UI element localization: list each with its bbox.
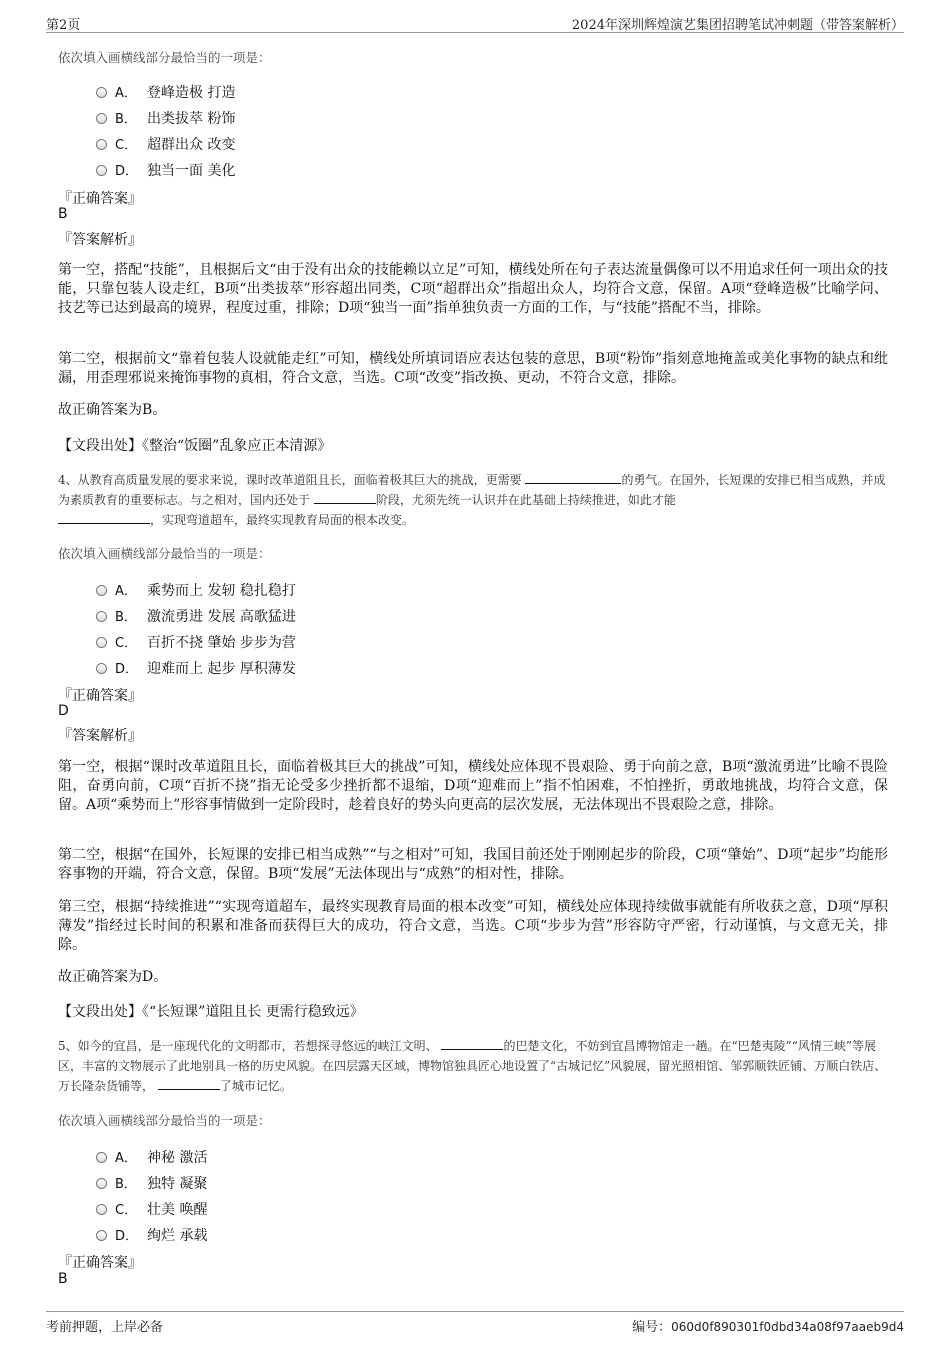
radio-icon[interactable]	[96, 637, 107, 648]
option-b[interactable]: B． 激流勇进 发展 高歌猛进	[96, 606, 296, 626]
correct-answer-label: 『正确答案』	[58, 688, 142, 704]
page-header	[46, 12, 904, 33]
analysis-paragraph: 第三空，根据“持续推进”“实现弯道超车，最终实现教育局面的根本改变”可知，横线处应体现持续做事就能有所收获之意，D项“厚积薄发”指经过长时间的积累和准备而获得巨大的成功，符合文意，当选。C项“步步为营”形容防守严密，行动谨慎，与文意无关，排除。	[58, 899, 888, 953]
footer-slogan: 考前押题，上岸必备	[46, 1320, 164, 1335]
correct-answer-label: 『正确答案』	[58, 1255, 142, 1271]
analysis-conclusion: 故正确答案为B。	[58, 402, 167, 418]
answer-blank	[525, 471, 621, 484]
answer-blank	[314, 491, 376, 504]
radio-icon[interactable]	[96, 1204, 107, 1215]
option-b[interactable]: B． 出类拔萃 粉饰	[96, 108, 235, 128]
document-code: 编号：060d0f890301f0dbd34a08f97aaeb9d4	[632, 1320, 904, 1335]
question-prompt: 依次填入画横线部分最恰当的一项是：	[58, 546, 271, 561]
analysis-conclusion: 故正确答案为D。	[58, 969, 168, 985]
radio-icon[interactable]	[96, 113, 107, 124]
source-line: 【文段出处】《“长短课”道阻且长 更需行稳致远》	[58, 1004, 364, 1020]
question-text: 4、从教育高质量发展的要求来说，课时改革道阻且长，面临着极其巨大的挑战，更需要 的勇气。在国外，长短课的安排已相当成熟，并成为素质教育的重要标志。与之相对，国内还处于 阶段，尤须先统一认识并在此基础上持续推进，如此才能 ，实现弯道超车，最终实现教育局面的根本改变。	[58, 473, 886, 527]
document-title: 2024年深圳辉煌演艺集团招聘笔试冲刺题（带答案解析）	[571, 18, 904, 33]
radio-icon[interactable]	[96, 1152, 107, 1163]
answer-blank	[441, 1037, 503, 1050]
answer-blank	[158, 1077, 220, 1090]
radio-icon[interactable]	[96, 663, 107, 674]
question-prompt: 依次填入画横线部分最恰当的一项是：	[58, 1113, 271, 1128]
option-b[interactable]: B． 独特 凝聚	[96, 1173, 207, 1193]
page-footer	[46, 1311, 904, 1334]
correct-answer-value: B	[58, 206, 68, 222]
option-a[interactable]: A． 登峰造极 打造	[96, 82, 235, 102]
analysis-paragraph: 第二空，根据前文“靠着包装人设就能走红”可知，横线处所填词语应表达包装的意思，B项“粉饰”指刻意地掩盖或美化事物的缺点和纰漏，用歪理邪说来掩饰事物的真相，符合文意，当选。C项“改变”指改换、更动，不符合文意，排除。	[58, 351, 888, 386]
option-d[interactable]: D． 迎难而上 起步 厚积薄发	[96, 658, 296, 678]
option-c[interactable]: C． 百折不挠 肇始 步步为营	[96, 632, 296, 652]
radio-icon[interactable]	[96, 139, 107, 150]
option-d[interactable]: D． 绚烂 承载	[96, 1225, 207, 1245]
source-line: 【文段出处】《整治“饭圈”乱象应正本清源》	[58, 438, 332, 454]
radio-icon[interactable]	[96, 165, 107, 176]
question-text: 5、如今的宜昌，是一座现代化的文明都市，若想探寻悠远的峡江文明、 的巴楚文化，不妨到宜昌博物馆走一趟。在“巴楚夷陵”“风情三峡”等展区，丰富的文物展示了此地别具一格的历史风貌。在四层露天区域，博物馆独具匠心地设置了“古城记忆”风貌展，留光照相馆、邹郭顺铁匠铺、万顺白铁店、万长隆杂货铺等， 了城市记忆。	[58, 1039, 887, 1093]
analysis-label: 『答案解析』	[58, 232, 142, 248]
radio-icon[interactable]	[96, 611, 107, 622]
analysis-label: 『答案解析』	[58, 728, 142, 744]
radio-icon[interactable]	[96, 585, 107, 596]
answer-blank	[58, 511, 150, 524]
analysis-paragraph: 第一空，根据“课时改革道阻且长，面临着极其巨大的挑战”可知，横线处应体现不畏艰险、勇于向前之意，B项“激流勇进”比喻不畏险阻，奋勇向前，C项“百折不挠”指无论受多少挫折都不退缩，D项“迎难而上”指不怕困难，不怕挫折，勇敢地挑战，均符合文意，保留。A项“乘势而上”形容事情做到一定阶段时，趁着良好的势头向更高的层次发展，无法体现出不畏艰险之意，排除。	[58, 759, 888, 813]
option-d[interactable]: D． 独当一面 美化	[96, 160, 235, 180]
radio-icon[interactable]	[96, 87, 107, 98]
analysis-paragraph: 第一空，搭配“技能”，且根据后文“由于没有出众的技能赖以立足”可知，横线处所在句子表达流量偶像可以不用追求任何一项出众的技能，只靠包装人设走红，B项“出类拔萃”形容超出同类，C项“超群出众”指超出众人，均符合文意，保留。A项“登峰造极”比喻学问、技艺等已达到最高的境界，程度过重，排除；D项“独当一面”指单独负责一方面的工作，与“技能”搭配不当，排除。	[58, 262, 888, 316]
analysis-paragraph: 第二空，根据“在国外，长短课的安排已相当成熟”“与之相对”可知，我国目前还处于刚刚起步的阶段，C项“肇始”、D项“起步”均能形容事物的开端，符合文意，保留。B项“发展”无法体现出与“成熟”的相对性，排除。	[58, 847, 888, 882]
option-c[interactable]: C． 壮美 唤醒	[96, 1199, 207, 1219]
radio-icon[interactable]	[96, 1178, 107, 1189]
page-number: 第2页	[46, 18, 81, 33]
question-prompt: 依次填入画横线部分最恰当的一项是：	[58, 50, 271, 65]
radio-icon[interactable]	[96, 1230, 107, 1241]
option-a[interactable]: A． 神秘 激活	[96, 1147, 207, 1167]
correct-answer-value: D	[58, 703, 69, 719]
option-c[interactable]: C． 超群出众 改变	[96, 134, 235, 154]
correct-answer-label: 『正确答案』	[58, 191, 142, 207]
option-a[interactable]: A． 乘势而上 发轫 稳扎稳打	[96, 580, 296, 600]
correct-answer-value: B	[58, 1271, 68, 1287]
